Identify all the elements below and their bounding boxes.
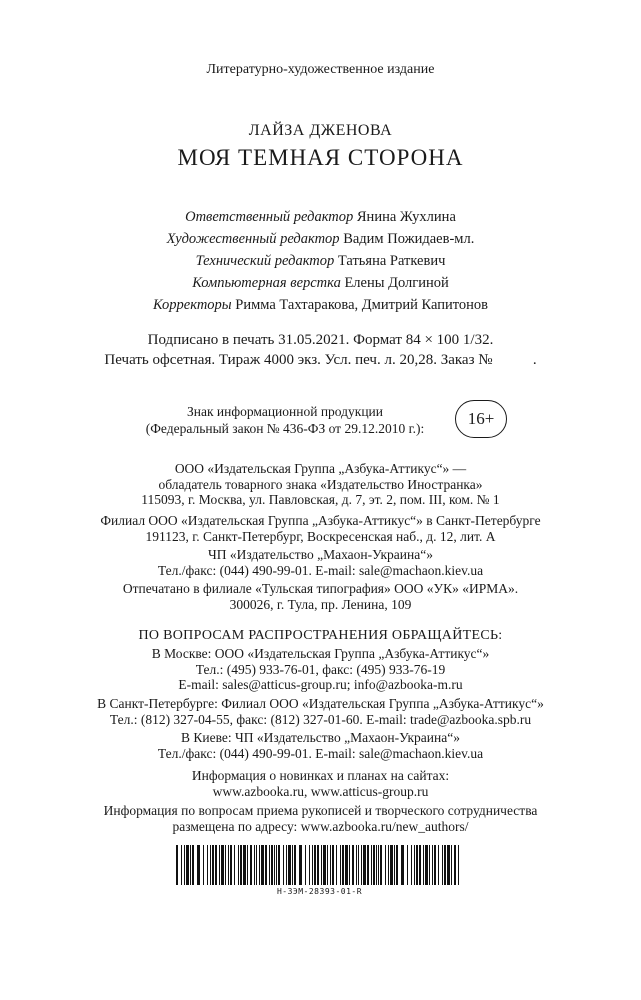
edition-type: Литературно-художественное издание <box>206 62 435 77</box>
barcode-bar <box>312 845 313 885</box>
barcode-bar <box>271 845 273 885</box>
barcode-bar <box>269 845 270 885</box>
credit-person: Елены Долгиной <box>344 275 449 291</box>
barcode-bar <box>230 845 232 885</box>
barcode-bar <box>219 845 220 885</box>
credit-role: Корректоры <box>152 297 232 313</box>
barcode-bar <box>454 845 456 885</box>
book-title: МОЯ ТЕМНАЯ СТОРОНА <box>177 145 464 170</box>
print-info <box>0 330 641 370</box>
barcode-bar <box>256 845 257 885</box>
barcode-bar <box>356 845 357 885</box>
barcode-bar <box>184 845 185 885</box>
barcode-bar <box>250 845 252 885</box>
barcode-bar <box>186 845 189 885</box>
barcode-bar <box>414 845 415 885</box>
barcode-bar <box>210 845 211 885</box>
barcode-bar <box>221 845 224 885</box>
publisher-line: обладатель товарного знака «Издательство Иностранка» <box>158 476 483 492</box>
barcode-bar <box>423 845 424 885</box>
branch-line: 191123, г. Санкт-Петербург, Воскресенская наб., д. 12, лит. А <box>145 528 496 544</box>
credit-role: Компьютерная верстка <box>192 275 341 291</box>
barcode-bar <box>451 845 452 885</box>
barcode-bar <box>323 845 326 885</box>
barcode-bar <box>254 845 255 885</box>
barcode-bar <box>314 845 316 885</box>
barcode-bar <box>336 845 337 885</box>
manuscripts-line: Информация по вопросам приема рукописей и творческого сотрудничества <box>103 803 538 818</box>
distribution-spb <box>0 696 641 727</box>
print-line-2-text: Печать офсетная. Тираж 4000 экз. Усл. печ. л. 20,28. Заказ № <box>104 352 493 368</box>
manuscripts-line: размещена по адресу: www.azbooka.ru/new_authors/ <box>172 818 469 834</box>
barcode-bar <box>305 845 306 885</box>
ukraine-line: Тел./факс: (044) 490-99-01. E-mail: sale@machaon.kiev.ua <box>157 562 484 578</box>
barcode-bar <box>228 845 229 885</box>
barcode-bar <box>376 845 377 885</box>
barcode-bar <box>276 845 277 885</box>
news-line: Информация о новинках и планах на сайтах: <box>191 768 450 783</box>
barcode-bar <box>411 845 412 885</box>
barcode-bar <box>380 845 382 885</box>
distribution-line: В Киеве: ЧП «Издательство „Махаон-Украина“» <box>181 730 460 745</box>
barcode-bar <box>288 845 291 885</box>
info-sign-line-2: (Федеральный закон № 436-ФЗ от 29.12.2010 г.): <box>145 421 425 436</box>
barcode <box>176 845 463 901</box>
printer-line: 300026, г. Тула, пр. Ленина, 109 <box>229 596 412 612</box>
credit-person: Римма Тахтаракова, Дмитрий Капитонов <box>235 297 488 313</box>
barcode-bar <box>278 845 280 885</box>
author-name: ЛАЙЗА ДЖЕНОВА <box>248 122 393 139</box>
barcode-bar <box>259 845 260 885</box>
print-line-2-end: . <box>532 352 537 368</box>
barcode-bar <box>407 845 408 885</box>
barcode-bar <box>429 845 430 885</box>
barcode-code: Н-ЗЭМ-28393-01-R <box>276 887 363 896</box>
distribution-line: В Москве: ООО «Издательская Группа „Азбука-Аттикус“» <box>151 646 490 661</box>
barcode-bar <box>425 845 428 885</box>
barcode-bar <box>349 845 350 885</box>
barcode-bar <box>238 845 239 885</box>
barcode-bar <box>419 845 421 885</box>
barcode-bar <box>358 845 359 885</box>
barcode-bar <box>203 845 204 885</box>
distribution-line: Тел.: (495) 933-76-01, факс: (495) 933-76-19 <box>195 661 446 677</box>
credit-role: Технический редактор <box>195 253 335 269</box>
barcode-bar <box>434 845 436 885</box>
ukraine-line: ЧП «Издательство „Махаон-Украина“» <box>208 547 433 562</box>
branch-block <box>0 513 641 544</box>
barcode-bar <box>321 845 322 885</box>
distribution-heading: ПО ВОПРОСАМ РАСПРОСТРАНЕНИЯ ОБРАЩАЙТЕСЬ: <box>138 628 503 643</box>
barcode-bar <box>458 845 459 885</box>
barcode-bar <box>197 845 200 885</box>
news-info <box>0 768 641 799</box>
manuscripts-info <box>0 803 641 834</box>
barcode-bar <box>394 845 395 885</box>
barcode-bar <box>261 845 264 885</box>
credit-person: Татьяна Раткевич <box>337 253 446 269</box>
credit-person: Вадим Пожидаев-мл. <box>343 231 475 247</box>
printer-line: Отпечатано в филиале «Тульская типография» ООО «УК» «ИРМА». <box>122 581 519 596</box>
barcode-bar <box>215 845 217 885</box>
barcode-bar <box>330 845 331 885</box>
news-line: www.azbooka.ru, www.atticus-group.ru <box>212 783 429 799</box>
publisher-block <box>0 461 641 508</box>
distribution-line: Тел./факс: (044) 490-99-01. E-mail: sale@machaon.kiev.ua <box>157 745 484 761</box>
barcode-bar <box>447 845 450 885</box>
barcode-bar <box>286 845 287 885</box>
barcode-bar <box>385 845 386 885</box>
barcode-bar <box>243 845 246 885</box>
barcode-bar <box>283 845 284 885</box>
barcode-bar <box>317 845 319 885</box>
publisher-line: 115093, г. Москва, ул. Павловская, д. 7, эт. 2, пом. III, ком. № 1 <box>141 492 500 507</box>
barcode-bar <box>240 845 242 885</box>
barcode-bar <box>373 845 375 885</box>
barcode-bar <box>388 845 389 885</box>
barcode-bar <box>192 845 194 885</box>
barcode-bar <box>378 845 379 885</box>
barcode-bar <box>234 845 235 885</box>
distribution-line: В Санкт-Петербурге: Филиал ООО «Издательская Группа „Азбука-Аттикус“» <box>97 696 544 711</box>
barcode-bar <box>299 845 302 885</box>
barcode-bar <box>294 845 296 885</box>
branch-line: Филиал ООО «Издательская Группа „Азбука-Аттикус“» в Санкт-Петербурге <box>100 513 541 528</box>
barcode-bar <box>225 845 226 885</box>
distribution-line: E-mail: sales@atticus-group.ru; info@azbooka-m.ru <box>178 677 463 692</box>
credit-line <box>0 294 641 316</box>
distribution-moscow <box>0 646 641 693</box>
info-sign-line-1: Знак информационной продукции <box>186 404 384 419</box>
barcode-bar <box>176 845 178 885</box>
credit-person: Янина Жухлина <box>356 209 456 225</box>
barcode-bar <box>207 845 208 885</box>
credit-role: Ответственный редактор <box>185 209 354 225</box>
distribution-kiev <box>0 730 641 761</box>
barcode-bar <box>363 845 366 885</box>
barcode-bar <box>432 845 433 885</box>
credit-line <box>0 250 641 272</box>
credits-block <box>0 206 641 316</box>
barcode-bar <box>416 845 418 885</box>
age-rating-badge: 16+ <box>455 400 507 438</box>
publisher-line: ООО «Издательская Группа „Азбука-Аттикус“» — <box>174 461 467 476</box>
barcode-bar <box>292 845 293 885</box>
barcode-bar <box>442 845 443 885</box>
barcode-bar <box>265 845 267 885</box>
printer-block <box>0 581 641 612</box>
barcode-bar <box>190 845 191 885</box>
credit-line <box>0 206 641 228</box>
barcode-bar <box>309 845 310 885</box>
barcode-bar <box>327 845 328 885</box>
barcode-bar <box>438 845 439 885</box>
ukraine-block <box>0 547 641 578</box>
barcode-bar <box>181 845 182 885</box>
print-line-1: Подписано в печать 31.05.2021. Формат 84 × 100 1/32. <box>147 332 494 348</box>
barcode-bar <box>396 845 398 885</box>
credit-line <box>0 228 641 250</box>
barcode-bar <box>345 845 348 885</box>
barcode-bar <box>390 845 393 885</box>
barcode-bar <box>444 845 446 885</box>
barcode-bar <box>361 845 362 885</box>
barcode-bar <box>340 845 341 885</box>
barcode-bar <box>401 845 404 885</box>
distribution-line: Тел.: (812) 327-04-55, факс: (812) 327-01-60. E-mail: trade@azbooka.spb.ru <box>109 711 532 727</box>
barcode-bar <box>342 845 344 885</box>
credit-role: Художественный редактор <box>166 231 340 247</box>
barcode-bar <box>212 845 214 885</box>
barcode-bar <box>371 845 372 885</box>
info-sign-text <box>120 403 450 437</box>
barcode-bar <box>332 845 334 885</box>
barcode-bar <box>352 845 354 885</box>
print-line-2 <box>0 350 641 370</box>
credit-line <box>0 272 641 294</box>
barcode-bar <box>274 845 275 885</box>
barcode-bar <box>247 845 248 885</box>
barcode-bar <box>367 845 369 885</box>
barcode-bars <box>176 845 463 885</box>
